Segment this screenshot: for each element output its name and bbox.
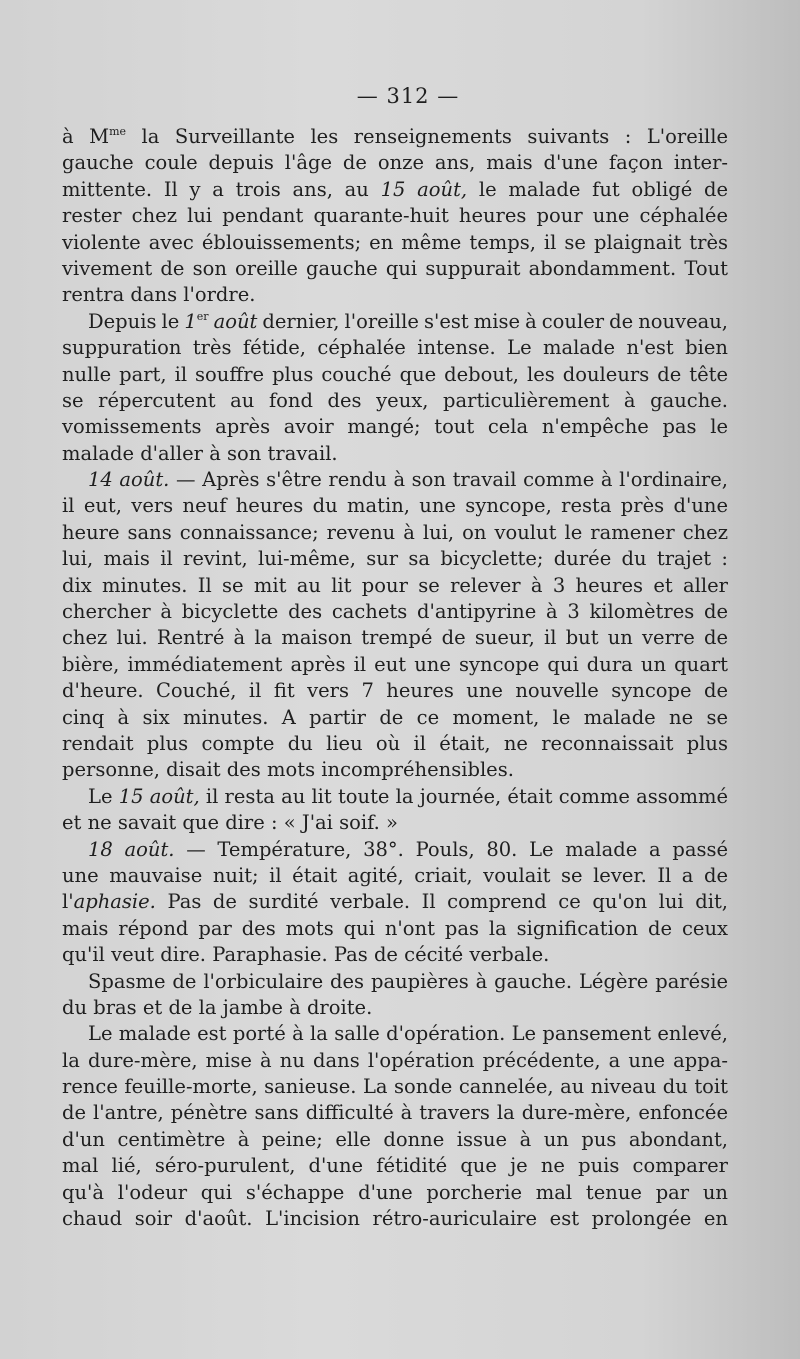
text-segment: gauche coule depuis l'âge de onze ans, mais d'une façon inter- [62,151,728,175]
text-segment: mais répond par des mots qui n'ont pas la signification de ceux [62,916,728,940]
text-segment: le malade fut obligé de [467,177,729,201]
text-line [62,969,728,995]
text-segment: la Surveillante les renseignements suivants : L'oreille [126,125,728,148]
text-segment: lui, mais il revint, lui-même, sur sa bicyclette; durée du trajet : [62,547,728,571]
text-line [62,414,728,440]
text-segment: rentra dans l'ordre. [62,283,256,307]
text-line [62,493,728,519]
text-segment: malade d'aller à son travail. [62,441,338,465]
text-line [62,942,728,968]
text-line [62,995,728,1021]
text-line [62,731,728,757]
text-line [62,1074,728,1100]
text-line [62,150,728,176]
text-segment: cinq à six minutes. A partir de ce moment, le malade ne se [62,705,728,729]
text-segment: qu'il veut dire. Paraphasie. Pas de cécité verbale. [62,943,550,967]
text-line [62,256,728,282]
text-segment: Spasme de l'orbiculaire des paupières à gauche. Légère parésie [88,969,728,993]
text-segment: à M [62,125,110,148]
text-segment: une mauvaise nuit; il était agité, criait, voulait se lever. Il a de [62,863,728,887]
italic-text: 18 août. [88,837,175,861]
text-line [62,1206,728,1232]
text-segment: chaud soir d'août. L'incision rétro-auriculaire est prolongée en [62,1207,728,1231]
text-line [62,203,728,229]
body-text [62,124,728,1232]
text-segment: de l'antre, pénètre sans difficulté à travers la dure-mère, enfoncée [62,1101,728,1125]
text-segment: il resta au lit toute la journée, était comme assommé [199,784,728,808]
text-line [62,362,728,388]
text-line [62,863,728,889]
superscript-text: me [109,125,127,138]
text-segment: et ne savait que dire : « J'ai soif. » [62,811,398,835]
italic-text: 15 août, [118,784,200,808]
text-segment: personne, disait des mots incompréhensibles. [62,758,514,782]
text-line [62,1153,728,1179]
text-segment: se répercutent au fond des yeux, particulièrement à gauche. [62,388,728,412]
italic-text: 15 août, [380,177,468,201]
text-segment: d'heure. Couché, il fit vers 7 heures une nouvelle syncope de [62,679,728,703]
text-line [62,678,728,704]
text-line [62,1048,728,1074]
italic-text: août [208,309,258,333]
text-segment: la dure-mère, mise à nu dans l'opération précédente, a une appa- [62,1048,728,1072]
text-line [62,784,728,810]
text-line [62,309,728,335]
text-segment: chercher à bicyclette des cachets d'antipyrine à 3 kilomètres de [62,600,728,624]
italic-text: aphasie. [73,890,156,914]
text-segment: heure sans connaissance; revenu à lui, on voulut le ramener chez [62,520,728,544]
text-line [62,599,728,625]
text-line [62,1180,728,1206]
text-line [62,1021,728,1047]
text-line [62,282,728,308]
text-line [62,124,728,150]
italic-text: 1 [184,309,197,333]
text-segment: — Après s'être rendu à son travail comme à l'ordinaire, [169,468,728,492]
text-segment: Le [88,784,119,808]
text-line [62,810,728,836]
text-segment: d'un centimètre à peine; elle donne issue à un pus abondant, [62,1127,728,1151]
text-line [62,546,728,572]
text-segment: qu'à l'odeur qui s'échappe d'une porcherie mal tenue par un [62,1180,728,1204]
text-segment: vivement de son oreille gauche qui suppurait abondamment. Tout [62,256,728,280]
text-line [62,652,728,678]
text-segment: nulle part, il souffre plus couché que debout, les douleurs de tête [62,362,728,386]
text-line [62,573,728,599]
text-line [62,441,728,467]
text-line [62,1100,728,1126]
italic-text: 14 août. [88,468,170,492]
text-segment: Pas de surdité verbale. Il comprend ce qu'on lui dit, [155,890,728,914]
text-line [62,889,728,915]
text-line [62,916,728,942]
text-segment: dernier, l'oreille s'est mise à couler de nouveau, [257,309,728,333]
text-segment: rester chez lui pendant quarante-huit heures pour une céphalée [62,204,728,228]
text-segment: il eut, vers neuf heures du matin, une syncope, resta près d'une [62,494,728,518]
text-segment: mittente. Il y a trois ans, au [62,177,381,201]
text-segment: du bras et de la jambe à droite. [62,995,373,1019]
text-line [62,837,728,863]
text-segment: dix minutes. Il se mit au lit pour se relever à 3 heures et aller [62,573,728,597]
text-segment: Depuis le [88,309,185,333]
text-segment: chez lui. Rentré à la maison trempé de sueur, il but un verre de [62,626,728,650]
text-line [62,1127,728,1153]
text-segment: l' [62,890,74,914]
text-segment: suppuration très fétide, céphalée intense. Le malade n'est bien [62,336,728,360]
text-segment: violente avec éblouissements; en même temps, il se plaignait très [62,230,728,254]
text-line [62,335,728,361]
text-line [62,757,728,783]
superscript-text: er [196,309,209,323]
text-line [62,625,728,651]
text-line [62,467,728,493]
page-number: — 312 — [356,84,460,108]
text-segment: Le malade est porté à la salle d'opération. Le pansement enlevé, [88,1022,728,1046]
text-segment: rence feuille-morte, sanieuse. La sonde cannelée, au niveau du toit [62,1075,728,1099]
text-line [62,388,728,414]
text-line [62,705,728,731]
text-line [62,520,728,546]
text-line [62,230,728,256]
text-segment: rendait plus compte du lieu où il était, ne reconnaissait plus [62,731,728,755]
text-segment: bière, immédiatement après il eut une syncope qui dura un quart [62,652,728,676]
text-segment: — Température, 38°. Pouls, 80. Le malade a passé [174,837,728,861]
text-line [62,177,728,203]
text-segment: mal lié, séro-purulent, d'une fétidité que je ne puis comparer [62,1154,728,1178]
text-segment: vomissements après avoir mangé; tout cela n'empêche pas le [62,415,728,439]
